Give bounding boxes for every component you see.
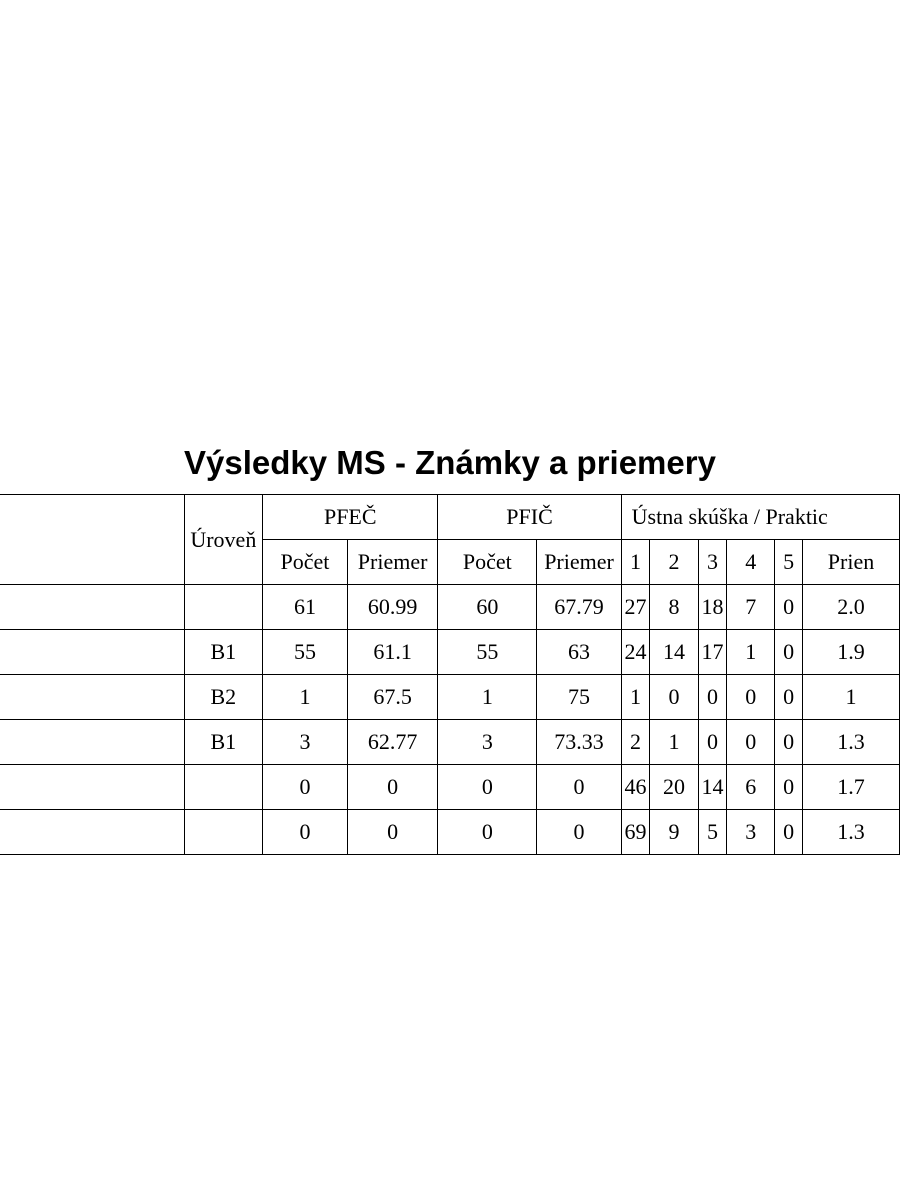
- cell-grade-3: 14: [698, 765, 727, 810]
- cell-subject: [0, 810, 184, 855]
- cell-grade-3: 5: [698, 810, 727, 855]
- cell-pfec-average: 0: [347, 765, 438, 810]
- header-pfic: PFIČ: [438, 495, 621, 540]
- table-header-row: [0, 495, 900, 540]
- cell-level: [184, 765, 263, 810]
- cell-pfec-average: 61.1: [347, 630, 438, 675]
- cell-level: [184, 810, 263, 855]
- cell-oral-average: 1.3: [803, 810, 900, 855]
- cell-grade-1: 1: [621, 675, 650, 720]
- cell-pfic-average: 0: [537, 765, 621, 810]
- cell-pfic-average: 73.33: [537, 720, 621, 765]
- cell-pfic-average: 0: [537, 810, 621, 855]
- cell-pfec-count: 0: [263, 765, 348, 810]
- table-row: [0, 585, 900, 630]
- cell-level: B2: [184, 675, 263, 720]
- cell-pfec-average: 60.99: [347, 585, 438, 630]
- header-pfec-count: Počet: [263, 540, 348, 585]
- cell-pfec-average: 0: [347, 810, 438, 855]
- page-title: Výsledky MS - Známky a priemery: [184, 444, 716, 481]
- cell-subject: [0, 720, 184, 765]
- header-grade-3: 3: [698, 540, 727, 585]
- cell-grade-4: 6: [727, 765, 775, 810]
- cell-oral-average: 1.7: [803, 765, 900, 810]
- table-row: [0, 810, 900, 855]
- header-grade-5: 5: [775, 540, 803, 585]
- results-table-wrapper: [0, 494, 900, 855]
- header-pfic-average: Priemer: [537, 540, 621, 585]
- cell-subject: [0, 630, 184, 675]
- cell-grade-3: 18: [698, 585, 727, 630]
- cell-pfec-count: 1: [263, 675, 348, 720]
- cell-oral-average: 1: [803, 675, 900, 720]
- cell-pfec-average: 62.77: [347, 720, 438, 765]
- cell-grade-3: 17: [698, 630, 727, 675]
- header-pfec-average: Priemer: [347, 540, 438, 585]
- cell-pfec-count: 61: [263, 585, 348, 630]
- cell-grade-5: 0: [775, 585, 803, 630]
- cell-pfec-count: 0: [263, 810, 348, 855]
- cell-grade-2: 14: [650, 630, 698, 675]
- cell-pfic-count: 1: [438, 675, 537, 720]
- cell-oral-average: 1.9: [803, 630, 900, 675]
- cell-grade-5: 0: [775, 765, 803, 810]
- cell-pfec-average: 67.5: [347, 675, 438, 720]
- header-grade-2: 2: [650, 540, 698, 585]
- cell-grade-1: 46: [621, 765, 650, 810]
- cell-grade-2: 0: [650, 675, 698, 720]
- header-pfic-count: Počet: [438, 540, 537, 585]
- header-grade-4: 4: [727, 540, 775, 585]
- cell-pfic-average: 75: [537, 675, 621, 720]
- header-oral-exam: Ústna skúška / Praktic: [621, 495, 899, 540]
- cell-grade-5: 0: [775, 810, 803, 855]
- cell-grade-1: 24: [621, 630, 650, 675]
- cell-grade-2: 1: [650, 720, 698, 765]
- cell-pfic-average: 63: [537, 630, 621, 675]
- cell-grade-5: 0: [775, 630, 803, 675]
- cell-subject: [0, 585, 184, 630]
- header-level: Úroveň: [184, 495, 263, 585]
- cell-level: [184, 585, 263, 630]
- cell-grade-2: 20: [650, 765, 698, 810]
- cell-grade-1: 2: [621, 720, 650, 765]
- cell-pfic-average: 67.79: [537, 585, 621, 630]
- cell-grade-4: 0: [727, 675, 775, 720]
- cell-pfic-count: 0: [438, 810, 537, 855]
- cell-grade-4: 0: [727, 720, 775, 765]
- cell-subject: [0, 765, 184, 810]
- cell-grade-3: 0: [698, 675, 727, 720]
- cell-pfic-count: 0: [438, 765, 537, 810]
- cell-grade-2: 9: [650, 810, 698, 855]
- cell-grade-2: 8: [650, 585, 698, 630]
- cell-subject: [0, 675, 184, 720]
- cell-pfec-count: 3: [263, 720, 348, 765]
- cell-grade-4: 3: [727, 810, 775, 855]
- cell-oral-average: 1.3: [803, 720, 900, 765]
- cell-pfic-count: 60: [438, 585, 537, 630]
- cell-grade-3: 0: [698, 720, 727, 765]
- cell-grade-5: 0: [775, 720, 803, 765]
- table-row: [0, 720, 900, 765]
- cell-grade-5: 0: [775, 675, 803, 720]
- cell-pfec-count: 55: [263, 630, 348, 675]
- header-oral-average: Prien: [803, 540, 900, 585]
- cell-grade-4: 7: [727, 585, 775, 630]
- header-pfec: PFEČ: [263, 495, 438, 540]
- cell-oral-average: 2.0: [803, 585, 900, 630]
- header-subject: [0, 495, 184, 585]
- cell-grade-4: 1: [727, 630, 775, 675]
- table-row: [0, 675, 900, 720]
- cell-grade-1: 69: [621, 810, 650, 855]
- cell-pfic-count: 55: [438, 630, 537, 675]
- table-row: [0, 630, 900, 675]
- header-grade-1: 1: [621, 540, 650, 585]
- cell-pfic-count: 3: [438, 720, 537, 765]
- cell-level: B1: [184, 720, 263, 765]
- cell-level: B1: [184, 630, 263, 675]
- results-table: [0, 494, 900, 855]
- table-row: [0, 765, 900, 810]
- cell-grade-1: 27: [621, 585, 650, 630]
